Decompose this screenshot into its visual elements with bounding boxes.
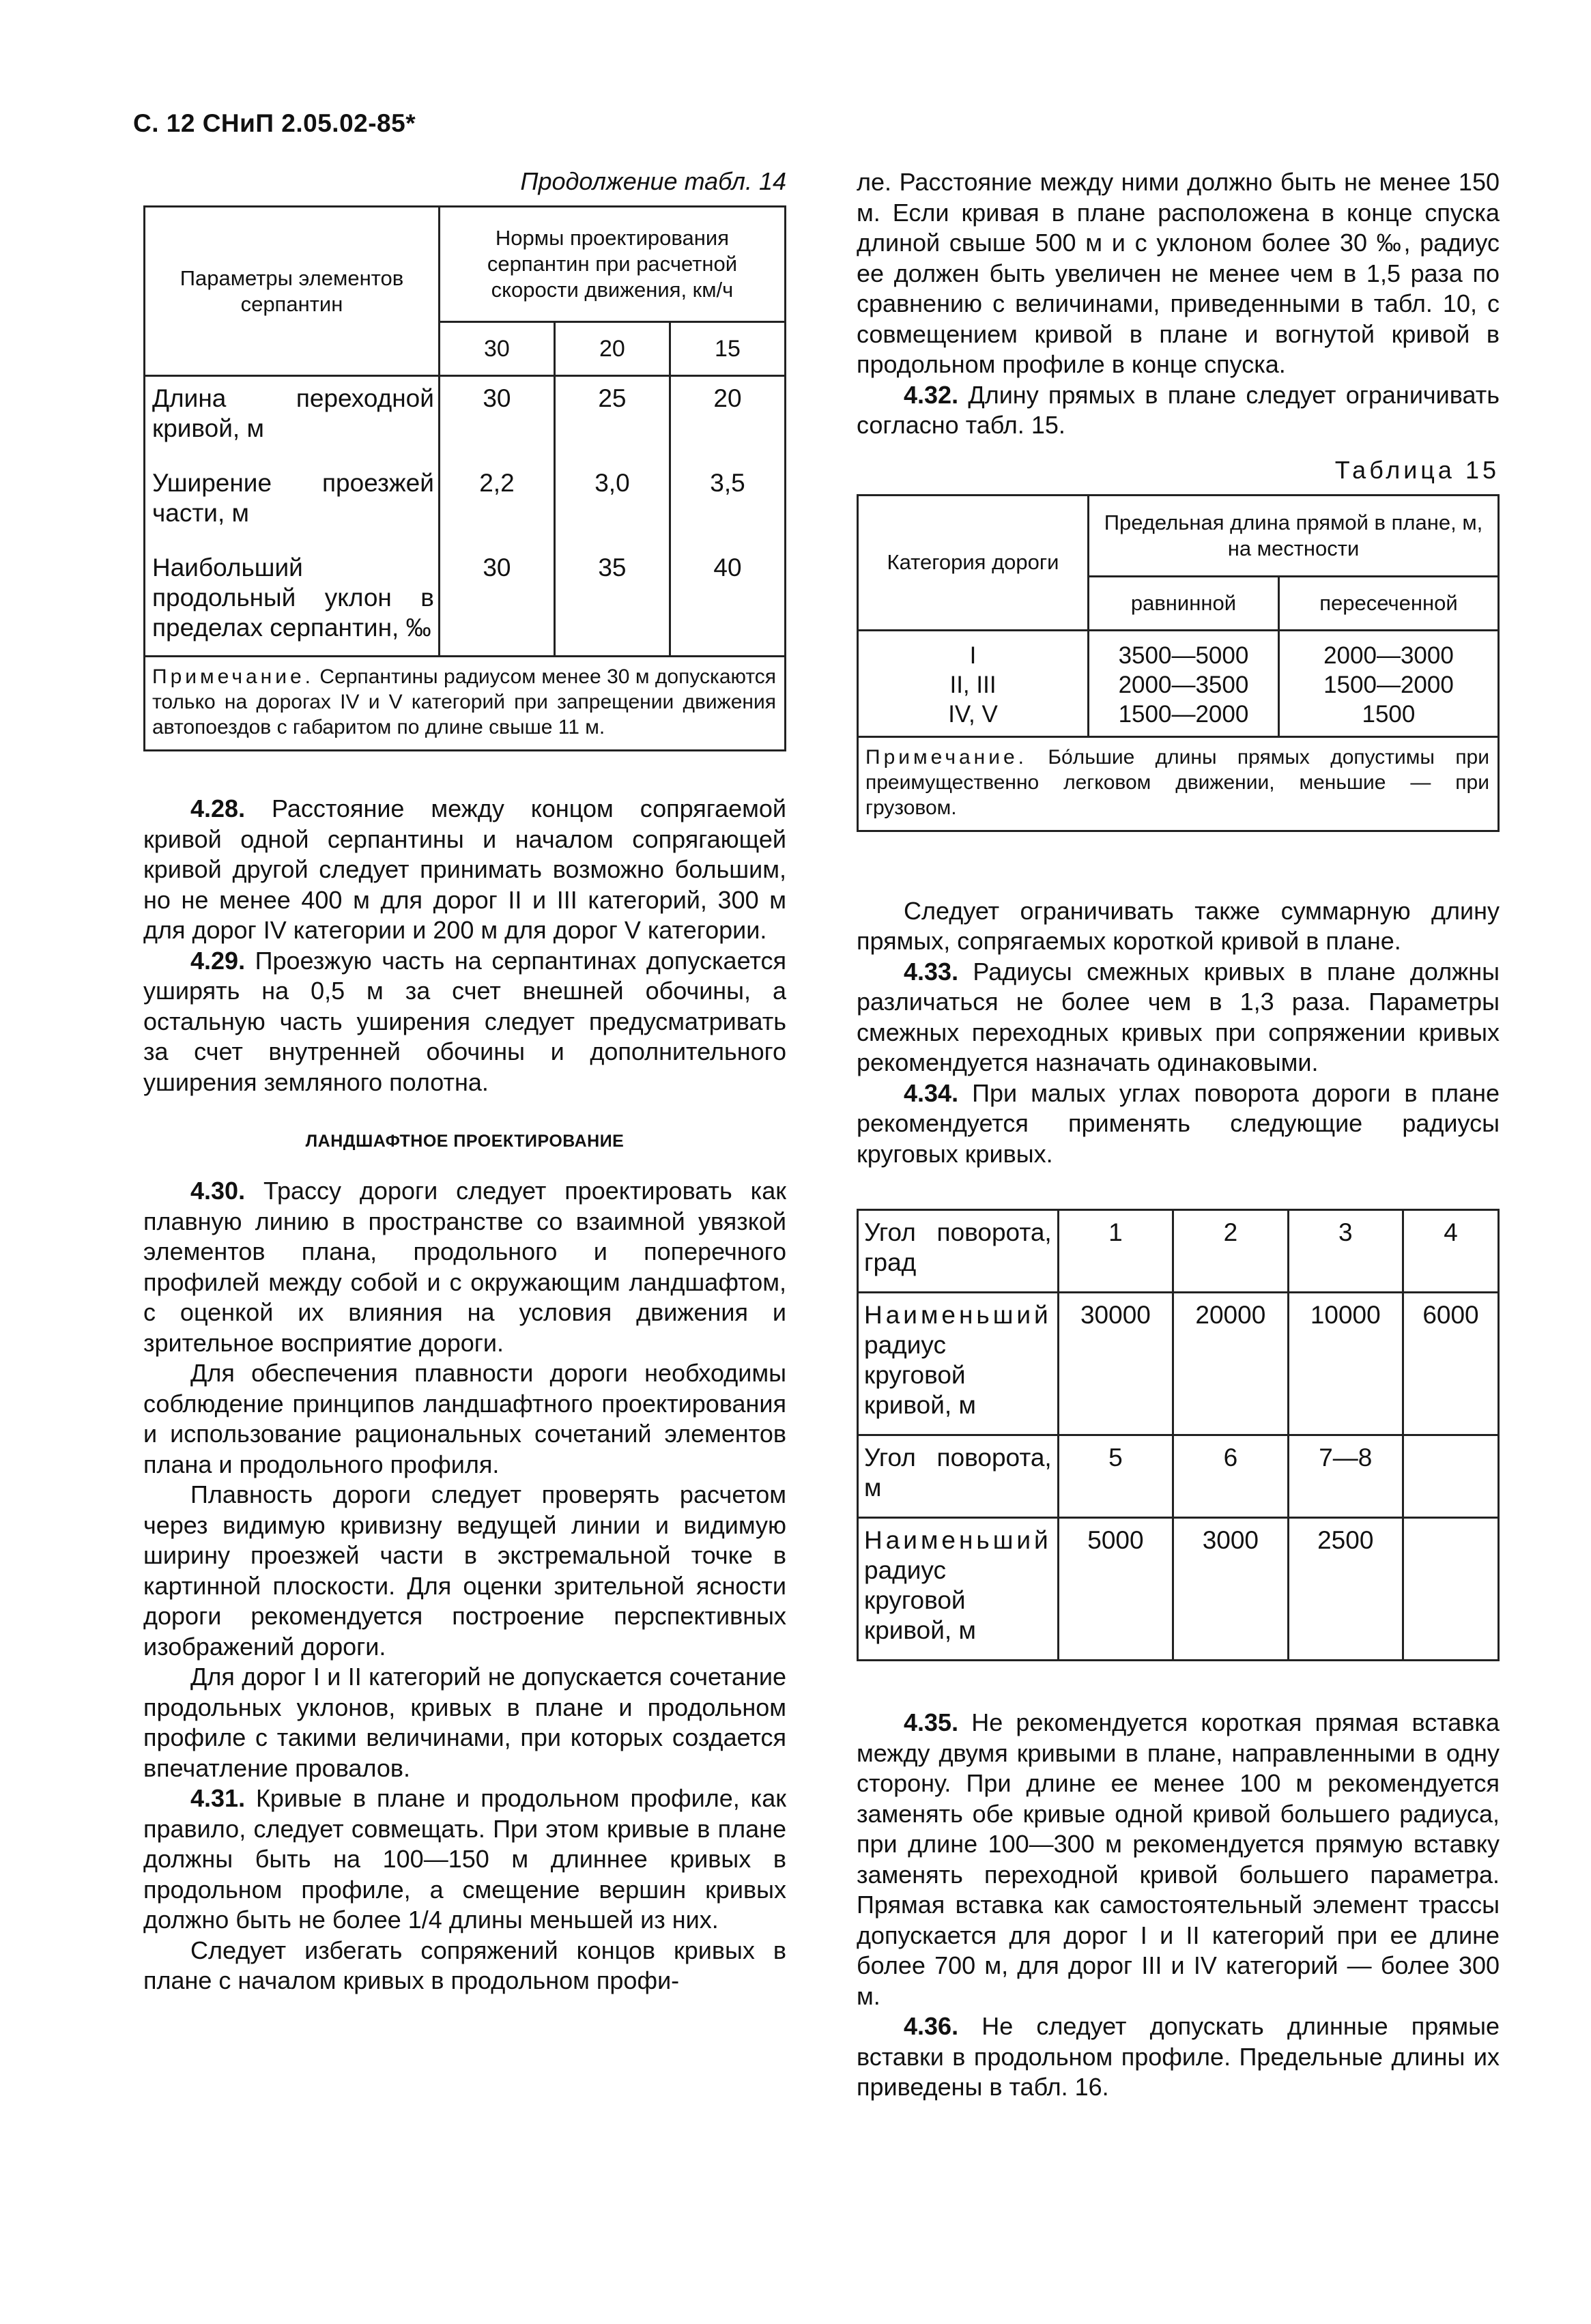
turn-angle-label: Угол поворота, град: [858, 1210, 1059, 1293]
table-turn-radius: [857, 1209, 1500, 1661]
table14-speed: 15: [670, 322, 785, 376]
table15-caption: Таблица 15: [1334, 455, 1500, 484]
table-row: [858, 1293, 1499, 1435]
table-14: [143, 205, 786, 751]
min-radius-label: Наименьший радиус круговой кривой, м: [858, 1518, 1059, 1661]
table-cell: 3: [1288, 1210, 1403, 1293]
table14-cell: 35: [554, 546, 670, 657]
paragraph-4-32: 4.32. Длину прямых в плане следует ограничивать согласно табл. 15.: [857, 380, 1500, 439]
table-cell: 30000: [1058, 1293, 1173, 1435]
table-cell: [1403, 1435, 1498, 1518]
table-row: [145, 461, 786, 546]
page-header: С. 12 СНиП 2.05.02-85*: [133, 109, 416, 137]
table-cell: 6: [1173, 1435, 1288, 1518]
table14-cell: 20: [670, 376, 785, 462]
table14-col-param: Параметры элементов серпантин: [145, 207, 440, 376]
paragraph-4-35: 4.35. Не рекомендуется короткая прямая вставка между двумя кривыми в плане, направленными в одну сторону. При длине ее менее 100 м рекомендуется заменять обе кривые одной кривой большего радиуса, при длине 100—300 м рекомендуется прямую вставку заменять переходной кривой большего параметра. Прямая вставка как самостоятельный элемент трассы допускается для дорог I и II категорий при ее длине более 700 м, для дорог III и IV категорий — более 300 м.: [857, 1708, 1500, 2010]
table-row: [858, 1210, 1499, 1293]
turn-angle-label: Угол поворота, м: [858, 1435, 1059, 1518]
left-column: [143, 167, 786, 1996]
paragraph-4-28: 4.28. Расстояние между концом сопрягаемой кривой одной серпантины и началом сопрягающей кривой другой следует принимать возможно большим, но не менее 400 м для дорог II и III категорий, 300 м для дорог IV категории и 200 м для дорог V категории.: [143, 794, 786, 944]
table-row: [145, 376, 786, 462]
paragraph-4-33: 4.33. Радиусы смежных кривых в плане должны различаться не более чем в 1,3 раза. Параметры смежных переходных кривых при сопряжении кривых рекомендуется назначать одинаковыми.: [857, 957, 1500, 1076]
table-row: [858, 1518, 1499, 1661]
table14-cell: 2,2: [439, 461, 554, 546]
table14-note: [145, 657, 786, 751]
table-cell: 1: [1058, 1210, 1173, 1293]
section-title: ЛАНДШАФТНОЕ ПРОЕКТИРОВАНИЕ: [305, 1132, 625, 1151]
table14-speed: 30: [439, 322, 554, 376]
paragraph: Для обеспечения плавности дороги необходимы соблюдение принципов ландшафтного проектирования и использование рациональных сочетаний элементов плана и продольного профиля.: [143, 1359, 786, 1478]
note-label: Примечание.: [865, 745, 1027, 769]
paragraph-4-36: 4.36. Не следует допускать длинные прямые вставки в продольном профиле. Предельные длины их приведены в табл. 16.: [857, 2012, 1500, 2101]
table14-row-label: Наибольший продольный уклон в пределах серпантин, ‰: [145, 546, 440, 657]
table14-cell: 30: [439, 376, 554, 462]
paragraph: Для дорог I и II категорий не допускается сочетание продольных уклонов, кривых в плане и продольном профиле с такими величинами, при которых создается впечатление провалов.: [143, 1663, 786, 1782]
table-row: [858, 1435, 1499, 1518]
table14-cell: 25: [554, 376, 670, 462]
right-column: [857, 167, 1500, 2103]
table14-cell: 3,5: [670, 461, 785, 546]
table15-flat-values: 3500—5000 2000—3500 1500—2000: [1089, 630, 1279, 736]
paragraph: Плавность дороги следует проверять расчетом через видимую кривизну ведущей линии и видимую ширину проезжей части в экстремальной точке в картинной плоскости. Для оценки зрительной ясности дороги рекомендуется построение перспективных изображений дороги.: [143, 1480, 786, 1661]
table14-cell: 40: [670, 546, 785, 657]
table-cell: 2500: [1288, 1518, 1403, 1661]
table-cell: 4: [1403, 1210, 1498, 1293]
table-cell: 7—8: [1288, 1435, 1403, 1518]
table-cell: 10000: [1288, 1293, 1403, 1435]
table15-categories: I II, III IV, V: [858, 630, 1089, 736]
paragraph-4-34: 4.34. При малых углах поворота дороги в плане рекомендуется применять следующие радиусы круговых кривых.: [857, 1078, 1500, 1168]
table-cell: 2: [1173, 1210, 1288, 1293]
paragraph: ле. Расстояние между ними должно быть не менее 150 м. Если кривая в плане расположена в конце спуска длиной свыше 500 м и с уклоном более 30 ‰, радиус ее должен быть увеличен не менее чем в 1,5 раза по сравнению с величинами, приведенными в табл. 10, с совмещением кривой в плане и вогнутой кривой в продольном профиле в конце спуска.: [857, 168, 1500, 378]
table-cell: 3000: [1173, 1518, 1288, 1661]
paragraph-4-31: 4.31. Кривые в плане и продольном профиле, как правило, следует совмещать. При этом кривые в плане должны быть на 100—150 м длиннее кривых в продольном профиле, а смещение вершин кривых должно быть не более 1/4 длины меньшей из них.: [143, 1784, 786, 1934]
table14-cell: 30: [439, 546, 554, 657]
table14-speed: 20: [554, 322, 670, 376]
table-row: [858, 630, 1499, 736]
note-text: Серпантины радиусом менее 30 м допускаются только на дорогах IV и V категорий при запрещении движения автопоездов с габаритом по длине свыше 11 м.: [152, 665, 776, 738]
paragraph-4-30: 4.30. Трассу дороги следует проектировать как плавную линию в пространстве со взаимной увязкой элементов плана, продольного и поперечного профилей между собой и с окружающим ландшафтом, с оценкой их влияния на условия движения и зрительное восприятие дороги.: [143, 1177, 786, 1357]
paragraph-4-29: 4.29. Проезжую часть на серпантинах допускается уширять на 0,5 м за счет внешней обочины, а остальную часть уширения следует предусматривать за счет внутренней обочины и дополнительного уширения земляного полотна.: [143, 946, 786, 1096]
table15-rough-values: 2000—3000 1500—2000 1500: [1278, 630, 1498, 736]
paragraph: Следует ограничивать также суммарную длину прямых, сопрягаемых короткой кривой в плане.: [857, 896, 1500, 955]
table-cell: 5000: [1058, 1518, 1173, 1661]
note-text: Бо́льшие длины прямых допустимы при преимущественно легковом движении, меньшие — при грузовом.: [865, 745, 1489, 819]
note-label: Примечание.: [152, 665, 314, 688]
table-cell: [1403, 1518, 1498, 1661]
min-radius-label: Наименьший радиус круговой кривой, м: [858, 1293, 1059, 1435]
table-cell: 20000: [1173, 1293, 1288, 1435]
table15-col-flat: равнинной: [1089, 576, 1279, 630]
table-15: [857, 494, 1500, 832]
paragraph: Следует избегать сопряжений концов кривых в плане с началом кривых в продольном профи-: [143, 1936, 786, 1994]
table14-caption: Продолжение табл. 14: [520, 167, 786, 195]
table15-note: [858, 736, 1499, 831]
table14-cell: 3,0: [554, 461, 670, 546]
table14-row-label: Уширение проезжей части, м: [145, 461, 440, 546]
table-cell: 6000: [1403, 1293, 1498, 1435]
table-cell: 5: [1058, 1435, 1173, 1518]
table15-col-category: Категория дороги: [858, 495, 1089, 630]
table15-col-rough: пересеченной: [1278, 576, 1498, 630]
table15-col-limit: Предельная длина прямой в плане, м, на местности: [1089, 495, 1499, 576]
table14-col-norms: Нормы проектирования серпантин при расчетной скорости движения, км/ч: [439, 207, 785, 322]
table-row: [145, 546, 786, 657]
table14-row-label: Длина переходной кривой, м: [145, 376, 440, 462]
